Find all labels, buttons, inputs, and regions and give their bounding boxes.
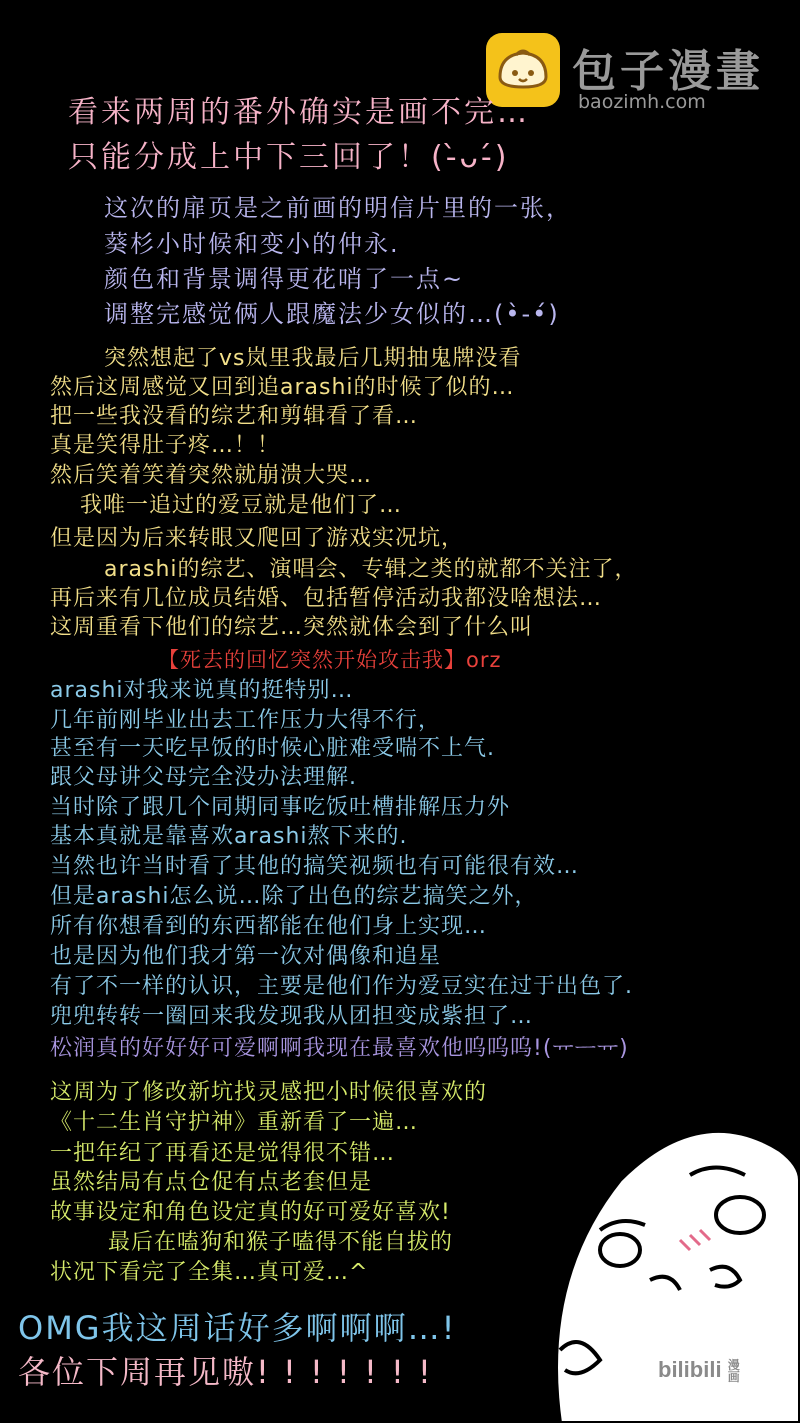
watermark-title: 包子漫畫 [572,46,764,97]
note-line: 也是因为他们我才第一次对偶像和追星 [50,944,442,969]
note-line: 调整完感觉俩人跟魔法少女似的…(•̀-•́) [104,300,560,328]
note-line: 甚至有一天吃早饭的时候心脏难受喘不上气. [50,736,495,761]
note-line: 再后来有几位成员结婚、包括暂停活动我都没啥想法… [50,586,603,611]
note-line: 状况下看完了全集…真可爱…^ [50,1260,369,1285]
bilibili-sub-label: 漫画 [727,1358,740,1385]
closing-line: OMG我这周话好多啊啊啊…! [18,1309,457,1347]
note-line: 然后这周感觉又回到追arashi的时候了似的… [50,375,515,400]
note-line: 把一些我没看的综艺和剪辑看了看… [50,404,419,429]
note-line: 当然也许当时看了其他的搞笑视频也有可能很有效… [50,854,580,879]
note-line: 但是arashi怎么说…除了出色的综艺搞笑之外， [50,884,538,909]
note-line: 所有你想看到的东西都能在他们身上实现… [50,914,488,939]
closing-line: 各位下周再见嗷! ! ! ! ! ! ! [18,1353,433,1391]
note-line: 葵杉小时候和变小的仲永. [104,230,400,258]
note-line: 看来两周的番外确实是画不完… [68,95,530,130]
note-line: 松润真的好好好可爱啊啊我现在最喜欢他呜呜呜!(ᅲᅳᅲ) [50,1036,629,1061]
note-line: 这周重看下他们的综艺…突然就体会到了什么叫 [50,615,534,640]
bilibili-watermark [658,1357,744,1383]
note-line: 突然想起了vs岚里我最后几期抽鬼牌没看 [104,346,522,371]
note-line: arashi的综艺、演唱会、专辑之类的就都不关注了， [104,557,638,582]
watermark-site: baozimh.com [578,91,706,113]
note-line: 跟父母讲父母完全没办法理解. [50,765,357,790]
note-line: 有了不一样的认识，主要是他们作为爱豆实在过于出色了. [50,974,633,999]
note-line: 只能分成上中下三回了！(-̀ᴗ-́) [68,140,510,175]
note-line: 几年前刚毕业出去工作压力大得不行， [50,708,442,733]
note-line: 一把年纪了再看还是觉得很不错… [50,1141,396,1166]
note-line: 这周为了修改新坑找灵感把小时候很喜欢的 [50,1080,488,1105]
note-line: 这次的扉页是之前画的明信片里的一张， [104,194,572,222]
note-line: arashi对我来说真的挺特别… [50,678,354,703]
note-line: 但是因为后来转眼又爬回了游戏实况坑， [50,526,465,551]
note-line: 我唯一追过的爱豆就是他们了… [80,493,403,518]
note-line: 然后笑着笑着突然就崩溃大哭… [50,463,373,488]
note-line: 《十二生肖守护神》重新看了一遍… [50,1110,419,1135]
note-line: 故事设定和角色设定真的好可爱好喜欢! [50,1200,451,1225]
note-line: 真是笑得肚子疼…！！ [50,433,281,458]
note-line: 当时除了跟几个同期同事吃饭吐槽排解压力外 [50,795,511,820]
note-line: 【死去的回忆突然开始攻击我】orz [158,648,502,672]
note-line: 兜兜转转一圈回来我发现我从团担变成紫担了… [50,1004,534,1029]
note-line: 基本真就是靠喜欢arashi熬下来的. [50,824,408,849]
bilibili-logo-text: bilibili [658,1357,722,1382]
note-line: 颜色和背景调得更花哨了一点~ [104,265,465,293]
note-line: 虽然结局有点仓促有点老套但是 [50,1170,373,1195]
note-line: 最后在嗑狗和猴子嗑得不能自拔的 [108,1230,454,1255]
